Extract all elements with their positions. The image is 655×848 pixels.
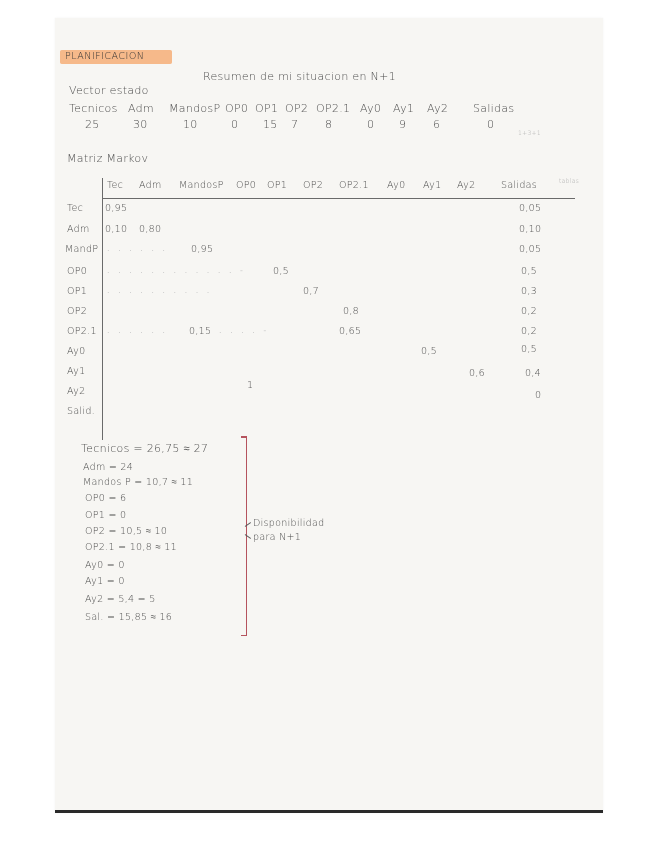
- page-title: PLANIFICACION: [65, 51, 145, 62]
- bracket-note: para N+1: [253, 532, 302, 543]
- sv-value: 30: [133, 118, 148, 131]
- matrix-row-label: Ay2: [67, 386, 86, 397]
- result-line: Adm = 24: [83, 462, 134, 473]
- bracket-note: Disponibilidad: [253, 518, 325, 529]
- sv-header: OP0: [225, 102, 249, 115]
- matrix-cell: 0,6: [469, 368, 486, 379]
- sv-value: 0: [231, 118, 239, 131]
- matrix-cell: 0,05: [519, 203, 542, 214]
- sv-header: Ay1: [393, 102, 415, 115]
- sv-header: OP2.1: [316, 102, 351, 115]
- sv-header: Ay2: [427, 102, 449, 115]
- guide-dots: . . . . . . . . . . . . -: [107, 266, 246, 275]
- matrix-cell: 0,95: [191, 244, 214, 255]
- notebook-page: [55, 18, 603, 813]
- result-line: OP0 = 6: [85, 493, 127, 504]
- sv-header: OP1: [255, 102, 279, 115]
- matrix-row-rule: [102, 178, 103, 440]
- matrix-row-label: MandP: [65, 244, 99, 255]
- matrix-col-header: Adm: [139, 180, 162, 191]
- sv-value: 0: [487, 118, 495, 131]
- matrix-col-header: Tec: [107, 180, 124, 191]
- sv-header: MandosP: [169, 102, 221, 115]
- matrix-cell: 0,4: [525, 368, 542, 379]
- matrix-row-label: OP1: [67, 286, 88, 297]
- matrix-cell: 0,7: [303, 286, 320, 297]
- matrix-col-header: Ay0: [387, 180, 406, 191]
- matrix-corner-note: tablas: [559, 178, 580, 185]
- matrix-row-label: Tec: [67, 203, 84, 214]
- matrix-cell: 0,05: [519, 244, 542, 255]
- sv-value: 25: [85, 118, 100, 131]
- matrix-cell: 0,65: [339, 326, 362, 337]
- sv-value: 0: [367, 118, 375, 131]
- matrix-col-header: OP2.1: [339, 180, 369, 191]
- sv-header: Salidas: [473, 102, 515, 115]
- matrix-row-label: Ay1: [67, 366, 86, 377]
- sv-value: 10: [183, 118, 198, 131]
- matrix-label: Matriz Markov: [67, 152, 149, 165]
- matrix-col-header: MandosP: [179, 180, 224, 191]
- matrix-col-header: Salidas: [501, 180, 538, 191]
- result-line: Ay2 = 5,4 = 5: [85, 594, 156, 605]
- matrix-cell: 0,8: [343, 306, 360, 317]
- sv-header: OP2: [285, 102, 309, 115]
- result-line: Ay0 = 0: [85, 560, 125, 571]
- matrix-cell: 0,10: [519, 224, 542, 235]
- matrix-header-rule: [103, 198, 575, 199]
- result-line: Mandos P = 10,7 ≈ 11: [83, 477, 194, 488]
- matrix-cell: 0,5: [273, 266, 290, 277]
- sv-value: 15: [263, 118, 278, 131]
- guide-dots: . . . . . .: [107, 326, 168, 335]
- result-line: Ay1 = 0: [85, 576, 125, 587]
- matrix-col-header: Ay2: [457, 180, 476, 191]
- matrix-cell: 0,2: [521, 326, 538, 337]
- matrix-row-label: OP2.1: [67, 326, 97, 337]
- matrix-col-header: OP2: [303, 180, 324, 191]
- sv-value: 8: [325, 118, 333, 131]
- page-subtitle: Resumen de mi situacion en N+1: [203, 70, 396, 83]
- sv-value: 6: [433, 118, 441, 131]
- matrix-cell: 0,15: [189, 326, 212, 337]
- result-line: Tecnicos = 26,75 ≈ 27: [81, 442, 209, 455]
- matrix-col-header: Ay1: [423, 180, 442, 191]
- matrix-cell: 0,5: [421, 346, 438, 357]
- result-line: OP1 = 0: [85, 510, 127, 521]
- matrix-row-label: Ay0: [67, 346, 86, 357]
- matrix-cell: 0,5: [521, 266, 538, 277]
- matrix-row-label: Adm: [67, 224, 90, 235]
- result-line: OP2.1 = 10,8 ≈ 11: [85, 542, 177, 553]
- result-line: OP2 = 10,5 ≈ 10: [85, 526, 168, 537]
- matrix-row-label: Salid.: [67, 406, 95, 417]
- state-vector-label: Vector estado: [69, 84, 149, 97]
- matrix-cell: 0,10: [105, 224, 128, 235]
- matrix-cell: 0,2: [521, 306, 538, 317]
- sv-value: 9: [399, 118, 407, 131]
- guide-dots: . . . . . . . . . .: [107, 286, 213, 295]
- matrix-cell: 0,3: [521, 286, 538, 297]
- matrix-cell: 0: [535, 390, 542, 401]
- matrix-cell: 0,80: [139, 224, 162, 235]
- sv-note: 1+3+1: [518, 130, 542, 137]
- result-line: Sal. = 15,85 ≈ 16: [85, 612, 173, 623]
- matrix-col-header: OP1: [267, 180, 288, 191]
- matrix-cell: 1: [247, 380, 254, 391]
- matrix-cell: 0,95: [105, 203, 128, 214]
- sv-value: 7: [291, 118, 299, 131]
- matrix-row-label: OP0: [67, 266, 88, 277]
- matrix-row-label: OP2: [67, 306, 88, 317]
- sv-header: Tecnicos: [69, 102, 118, 115]
- sv-header: Adm: [128, 102, 154, 115]
- matrix-col-header: OP0: [236, 180, 257, 191]
- guide-dots: . . . . -: [219, 326, 270, 335]
- guide-dots: . . . . . .: [107, 244, 168, 253]
- matrix-cell: 0,5: [521, 344, 538, 355]
- sv-header: Ay0: [360, 102, 382, 115]
